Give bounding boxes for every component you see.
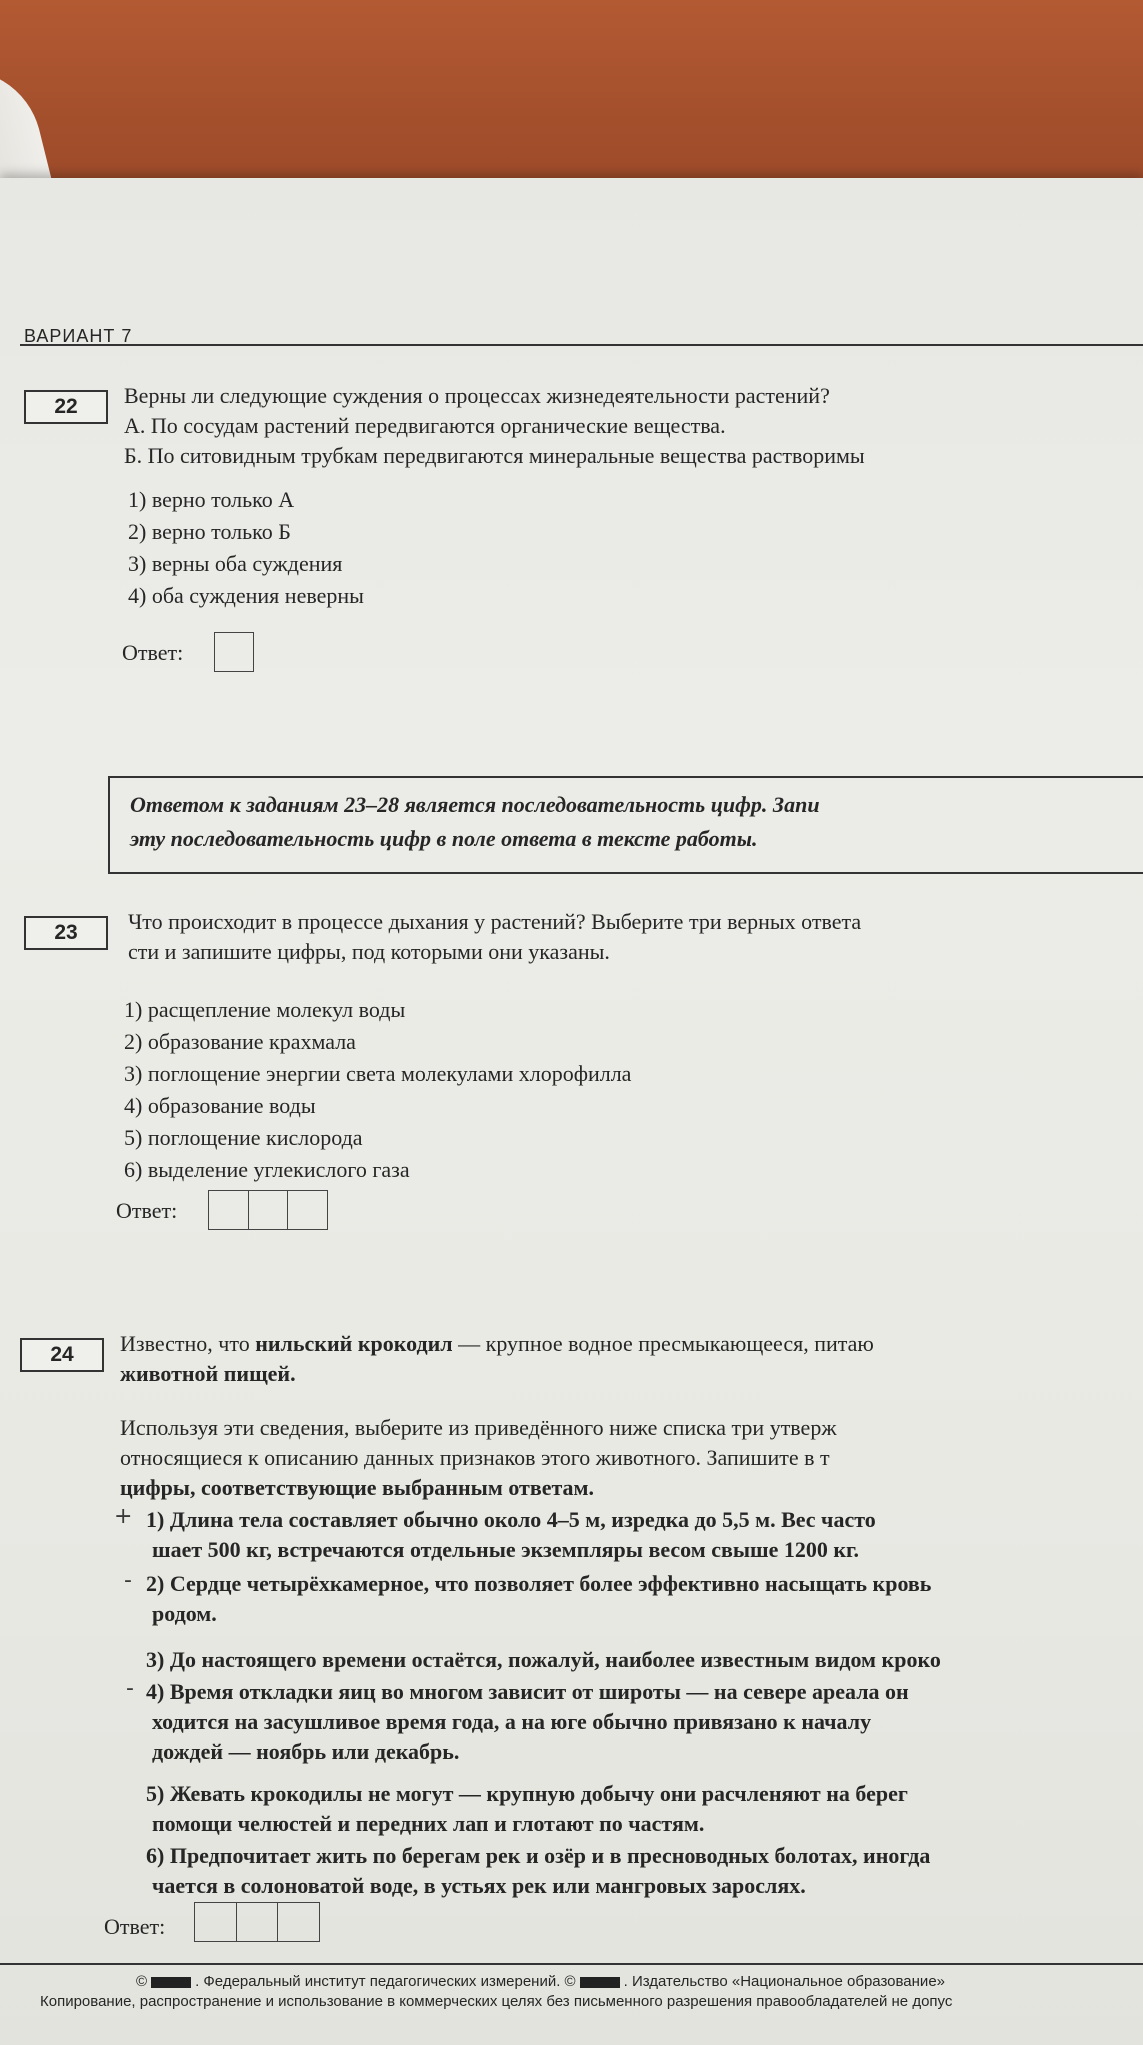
task-22-option: 4) оба суждения неверны (128, 583, 364, 608)
task-24-item: 2) Сердце четырёхкамерное, что позволяет более эффективно насыщать кровь (146, 1571, 932, 1596)
task-22-statement-a: А. По сосудам растений передвигаются органические вещества. (124, 413, 726, 438)
task-23-option: 3) поглощение энергии света молекулами хлорофилла (124, 1061, 632, 1086)
task-24-intro: животной пищей. (120, 1361, 296, 1386)
task-24-instruction: Используя эти сведения, выберите из приведённого ниже списка три утверж (120, 1415, 837, 1440)
handwritten-mark: - (126, 1676, 134, 1701)
handwritten-mark: - (124, 1568, 132, 1593)
task-23-question: сти и запишите цифры, под которыми они указаны. (128, 939, 610, 964)
task-24-item: помощи челюстей и передних лап и глотают по частям. (152, 1811, 705, 1836)
task-24-intro: Известно, что нильский крокодил — крупное водное пресмыкающееся, питаю (120, 1331, 874, 1356)
task-22-number: 22 (24, 390, 108, 424)
task-23-option: 1) расщепление молекул воды (124, 997, 406, 1022)
task-24-number: 24 (20, 1338, 104, 1372)
task-22-option: 2) верно только Б (128, 519, 291, 544)
task-24-item: дождей — ноябрь или декабрь. (152, 1739, 460, 1764)
task-22-question: Верны ли следующие суждения о процессах жизнедеятельности растений? (124, 383, 830, 408)
task-24-item: ходится на засушливое время года, а на юге обычно привязано к началу (152, 1709, 872, 1734)
footer-legal: Копирование, распространение и использование в коммерческих целях без письменного разрешения правообладателей не допус (40, 1993, 953, 2010)
notice-line: Ответом к заданиям 23–28 является последовательность цифр. Запи (130, 792, 820, 817)
task-24-item: 4) Время откладки яиц во многом зависит от широты — на севере ареала он (146, 1679, 909, 1704)
table-surface (0, 0, 1143, 200)
task-23-answer-label: Ответ: (116, 1198, 178, 1223)
task-22-option: 3) верны оба суждения (128, 551, 343, 576)
task-23-option: 4) образование воды (124, 1093, 316, 1118)
task-24-item: шает 500 кг, встречаются отдельные экземпляры весом свыше 1200 кг. (152, 1537, 860, 1562)
task-24-answer-boxes[interactable] (194, 1902, 320, 1942)
task-24-item: 6) Предпочитает жить по берегам рек и озёр и в пресноводных болотах, иногда (146, 1843, 931, 1868)
header-rule (20, 344, 1143, 346)
task-23-answer-boxes[interactable] (208, 1190, 328, 1230)
task-23-question: Что происходит в процессе дыхания у растений? Выберите три верных ответа (128, 909, 862, 934)
task-24-item: чается в солоноватой воде, в устьях рек или мангровых зарослях. (152, 1873, 806, 1898)
task-24-instruction: цифры, соответствующие выбранным ответам. (120, 1475, 595, 1500)
task-23-option: 6) выделение углекислого газа (124, 1157, 410, 1182)
task-24-item: 1) Длина тела составляет обычно около 4–5 м, изредка до 5,5 м. Вес часто (146, 1507, 876, 1532)
task-24-instruction: относящиеся к описанию данных признаков этого животного. Запишите в т (120, 1445, 830, 1470)
notice-line: эту последовательность цифр в поле ответа в тексте работы. (130, 826, 758, 851)
task-23-option: 5) поглощение кислорода (124, 1125, 363, 1150)
instructions-notice (108, 776, 1143, 874)
exam-page (0, 178, 1143, 2045)
task-24-item: 5) Жевать крокодилы не могут — крупную добычу они расчленяют на берег (146, 1781, 908, 1806)
task-23-option: 2) образование крахмала (124, 1029, 356, 1054)
task-22-answer-label: Ответ: (122, 640, 184, 665)
handwritten-mark: + (114, 1504, 133, 1529)
task-24-item: родом. (152, 1601, 217, 1626)
task-22-option: 1) верно только А (128, 487, 295, 512)
task-24-answer-label: Ответ: (104, 1914, 166, 1939)
task-22-answer-box[interactable] (214, 632, 254, 672)
task-22-statement-b: Б. По ситовидным трубкам передвигаются минеральные вещества растворимы (124, 443, 865, 468)
footer-rule (0, 1963, 1143, 1965)
footer-copyright: © . Федеральный институт педагогических измерений. © . Издательство «Национальное образование» (136, 1973, 945, 1990)
task-23-number: 23 (24, 916, 108, 950)
task-24-item: 3) До настоящего времени остаётся, пожалуй, наиболее известным видом кроко (146, 1647, 941, 1672)
variant-header: ВАРИАНТ 7 (24, 326, 133, 346)
